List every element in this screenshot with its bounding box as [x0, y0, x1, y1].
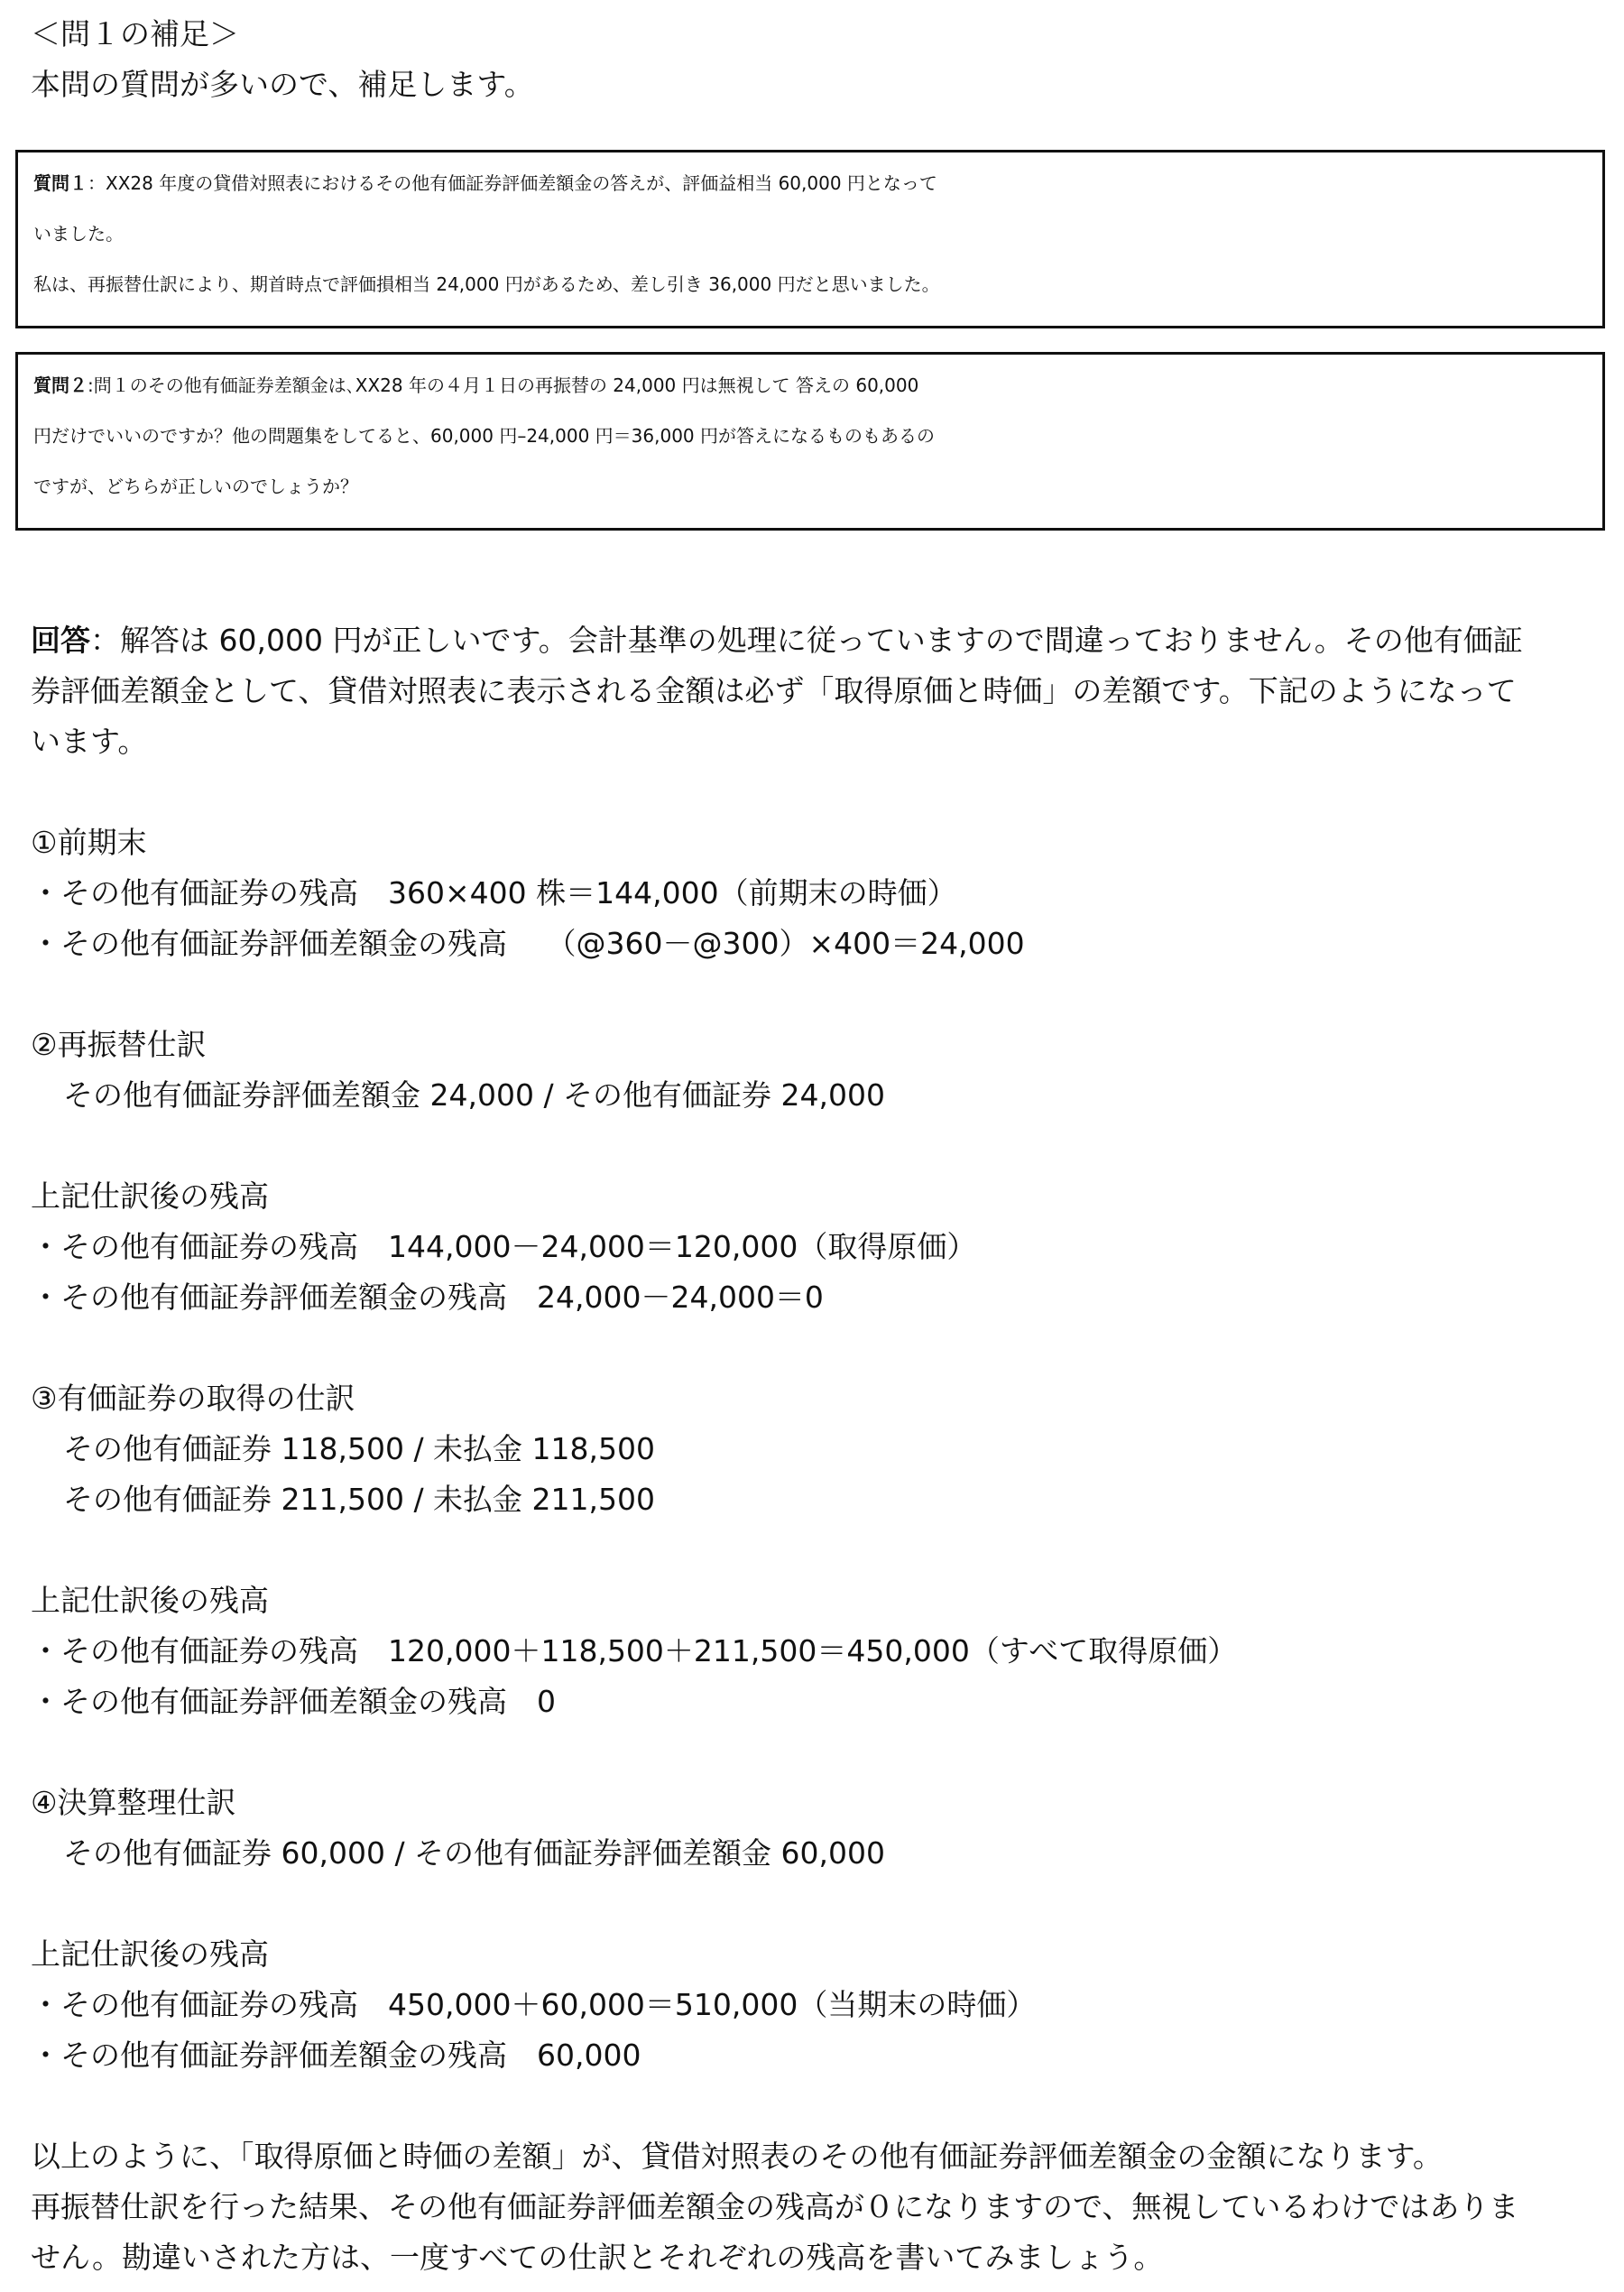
step1-item1: ・その他有価証券の残高 360×400 株＝144,000（前期末の時価） — [31, 875, 957, 910]
question1-box — [15, 150, 1605, 328]
answer-label: 回答 — [31, 623, 90, 658]
question1-line3: 私は、再振替仕訳により、期首時点で評価損相当 24,000 円があるため、差し引き 36,000 円だと思いました。 — [33, 273, 940, 295]
step4-entry: その他有価証券 60,000 / その他有価証券評価差額金 60,000 — [63, 1835, 886, 1871]
question1-line2: いました。 — [33, 223, 124, 245]
step3-item1: ・その他有価証券の残高 120,000＋118,500＋211,500＝450,000（すべて取得原価） — [31, 1633, 1238, 1668]
answer-text1: ：解答は 60,000 円が正しいです。会計基準の処理に従っていますので間違っておりません。その他有価証 — [90, 623, 1523, 658]
answer-line3: います。 — [31, 724, 148, 759]
question1-line1 — [33, 158, 1602, 208]
step2-item1: ・その他有価証券の残高 144,000－24,000＝120,000（取得原価） — [31, 1229, 977, 1264]
step4-item2: ・その他有価証券評価差額金の残高 60,000 — [31, 2038, 641, 2073]
conclusion-line1: 以上のように、「取得原価と時価の差額」が、貸借対照表のその他有価証券評価差額金の金額になります。 — [31, 2139, 1443, 2174]
conclusion-line3: せん。勘違いされた方は、一度すべての仕訳とそれぞれの残高を書いてみましょう。 — [31, 2240, 1164, 2275]
step3-entry2: その他有価証券 211,500 / 未払金 211,500 — [63, 1482, 656, 1517]
step3-after-heading: 上記仕訳後の残高 — [31, 1583, 269, 1618]
step4-heading: ④決算整理仕訳 — [31, 1785, 236, 1820]
step3-entry1: その他有価証券 118,500 / 未払金 118,500 — [63, 1431, 656, 1466]
answer-line1 — [31, 615, 1523, 666]
step2-heading: ②再振替仕訳 — [31, 1027, 207, 1062]
step4-item1: ・その他有価証券の残高 450,000＋60,000＝510,000（当期末の時価） — [31, 1987, 1037, 2022]
question2-label: 質問２ — [33, 374, 88, 396]
step3-heading: ③有価証券の取得の仕訳 — [31, 1381, 355, 1416]
question1-label: 質問１ — [33, 172, 88, 194]
step1-heading: ①前期末 — [31, 825, 147, 860]
step2-entry: その他有価証券評価差額金 24,000 / その他有価証券 24,000 — [63, 1077, 886, 1113]
answer-line2: 券評価差額金として、貸借対照表に表示される金額は必ず「取得原価と時価」の差額です。下記のようになって — [31, 673, 1517, 708]
conclusion-line2: 再振替仕訳を行った結果、その他有価証券評価差額金の残高が０になりますので、無視しているわけではありま — [31, 2189, 1519, 2224]
step4-after-heading: 上記仕訳後の残高 — [31, 1936, 269, 1972]
step3-item2: ・その他有価証券評価差額金の残高 0 — [31, 1684, 556, 1719]
step2-after-heading: 上記仕訳後の残高 — [31, 1178, 269, 1214]
step2-item2: ・その他有価証券評価差額金の残高 24,000－24,000＝0 — [31, 1280, 824, 1315]
question2-line1 — [33, 360, 1602, 411]
question2-text1: :問１のその他有価証券差額金は､XX28 年の４月１日の再振替の 24,000 円は無視して 答えの 60,000 — [88, 374, 919, 396]
intro-text: 本問の質問が多いので、補足します。 — [31, 67, 534, 102]
question1-text1: ：XX28 年度の貸借対照表におけるその他有価証券評価差額金の答えが、評価益相当 60,000 円となって — [88, 172, 937, 194]
question2-line2: 円だけでいいのですか？他の問題集をしてると、60,000 円–24,000 円＝36,000 円が答えになるものもあるの — [33, 425, 936, 447]
step1-item2: ・その他有価証券評価差額金の残高 （@360－@300）×400＝24,000 — [31, 926, 1025, 961]
question2-line3: ですが、どちらが正しいのでしょうか？ — [33, 476, 358, 497]
section-title: ＜問１の補足＞ — [31, 16, 239, 51]
question2-box — [15, 352, 1605, 531]
